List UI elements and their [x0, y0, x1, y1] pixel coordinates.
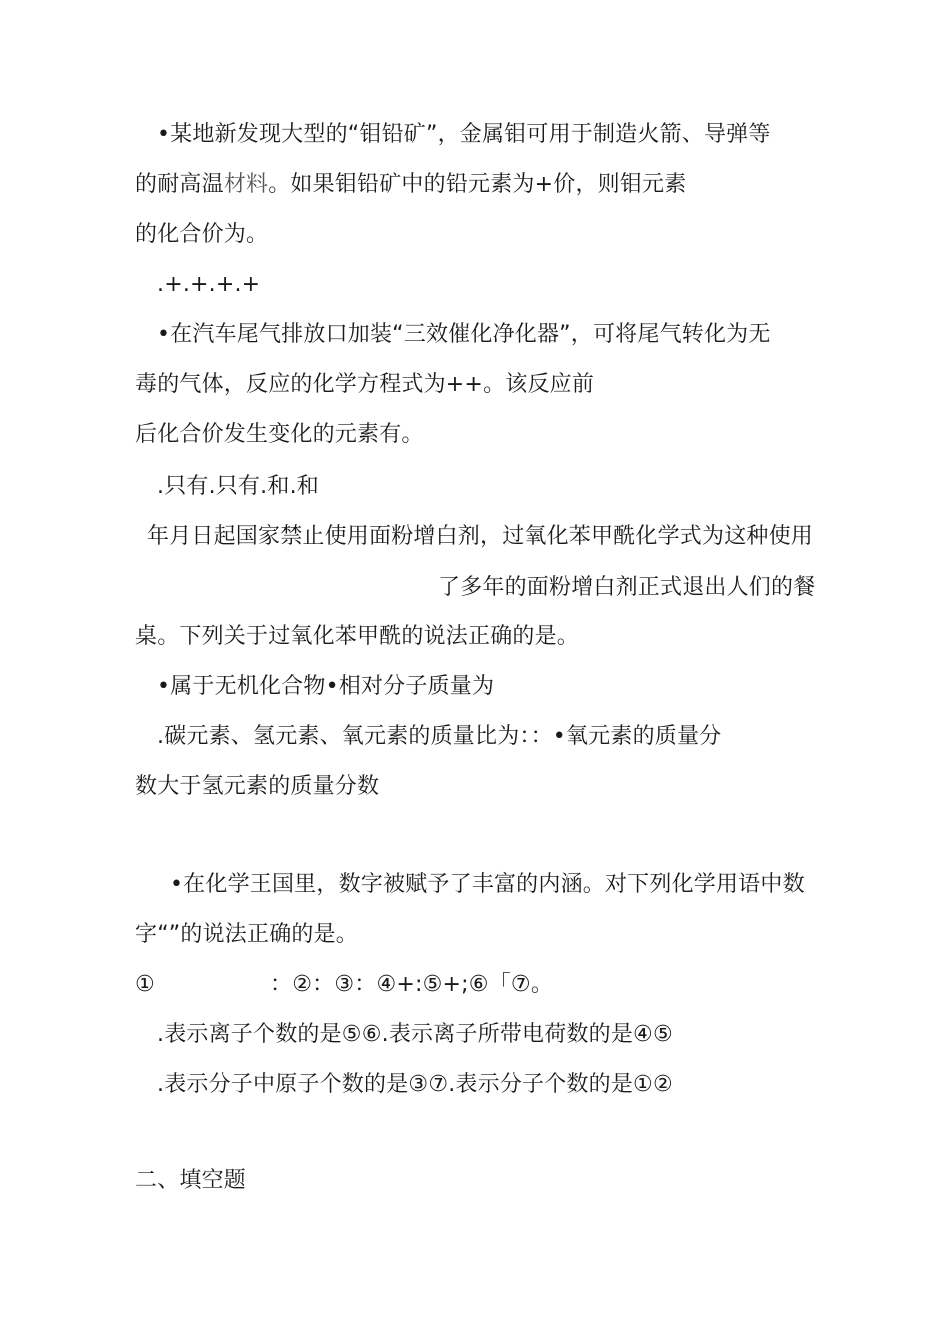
- q4-options-1: .表示离子个数的是⑤⑥.表示离子所带电荷数的是④⑤: [157, 1022, 673, 1047]
- q4-options-2: .表示分子中原子个数的是③⑦.表示分子个数的是①②: [157, 1072, 673, 1097]
- q2-line-1: •在汽车尾气排放口加装“三效催化净化器”，可将尾气转化为无: [157, 322, 771, 347]
- q1-line-2-part-c: 。如果钼铅矿中的铅元素为+价，则钼元素: [268, 172, 687, 197]
- q2-line-2: 毒的气体，反应的化学方程式为++。该反应前: [135, 372, 595, 397]
- q4-line-1: •在化学王国里，数字被赋予了丰富的内涵。对下列化学用语中数: [170, 872, 805, 897]
- q1-line-3: 的化合价为。: [135, 222, 269, 247]
- q2-line-3: 后化合价发生变化的元素有。: [135, 422, 424, 447]
- q1-line-1: •某地新发现大型的“钼铅矿”，金属钼可用于制造火箭、导弹等: [157, 122, 771, 147]
- q4-line-3: ① ：②：③：④+:⑤+;⑥「⑦。: [135, 972, 554, 997]
- q3-line-3: 桌。下列关于过氧化苯甲酰的说法正确的是。: [135, 624, 580, 649]
- q1-line-2: [135, 170, 686, 200]
- q3-options-2: .碳元素、氢元素、氧元素的质量比为：：•氧元素的质量分: [157, 724, 722, 749]
- q3-options-1: •属于无机化合物•相对分子质量为: [157, 674, 495, 699]
- q1-line-2-part-b: 材料: [223, 172, 269, 197]
- q3-line-1: 年月日起国家禁止使用面粉增白剂，过氧化苯甲酰化学式为这种使用: [147, 524, 814, 549]
- q1-line-2-part-a: 的耐高温: [135, 172, 224, 197]
- q3-options-3: 数大于氢元素的质量分数: [135, 774, 380, 799]
- q4-line-2: 字“”的说法正确的是。: [135, 922, 358, 947]
- q2-options: .只有.只有.和.和: [157, 474, 319, 499]
- section-title: 二、填空题: [135, 1168, 247, 1193]
- q3-line-2: 了多年的面粉增白剂正式退出人们的餐: [438, 575, 816, 600]
- q1-options: .+.+.+.+: [157, 272, 261, 297]
